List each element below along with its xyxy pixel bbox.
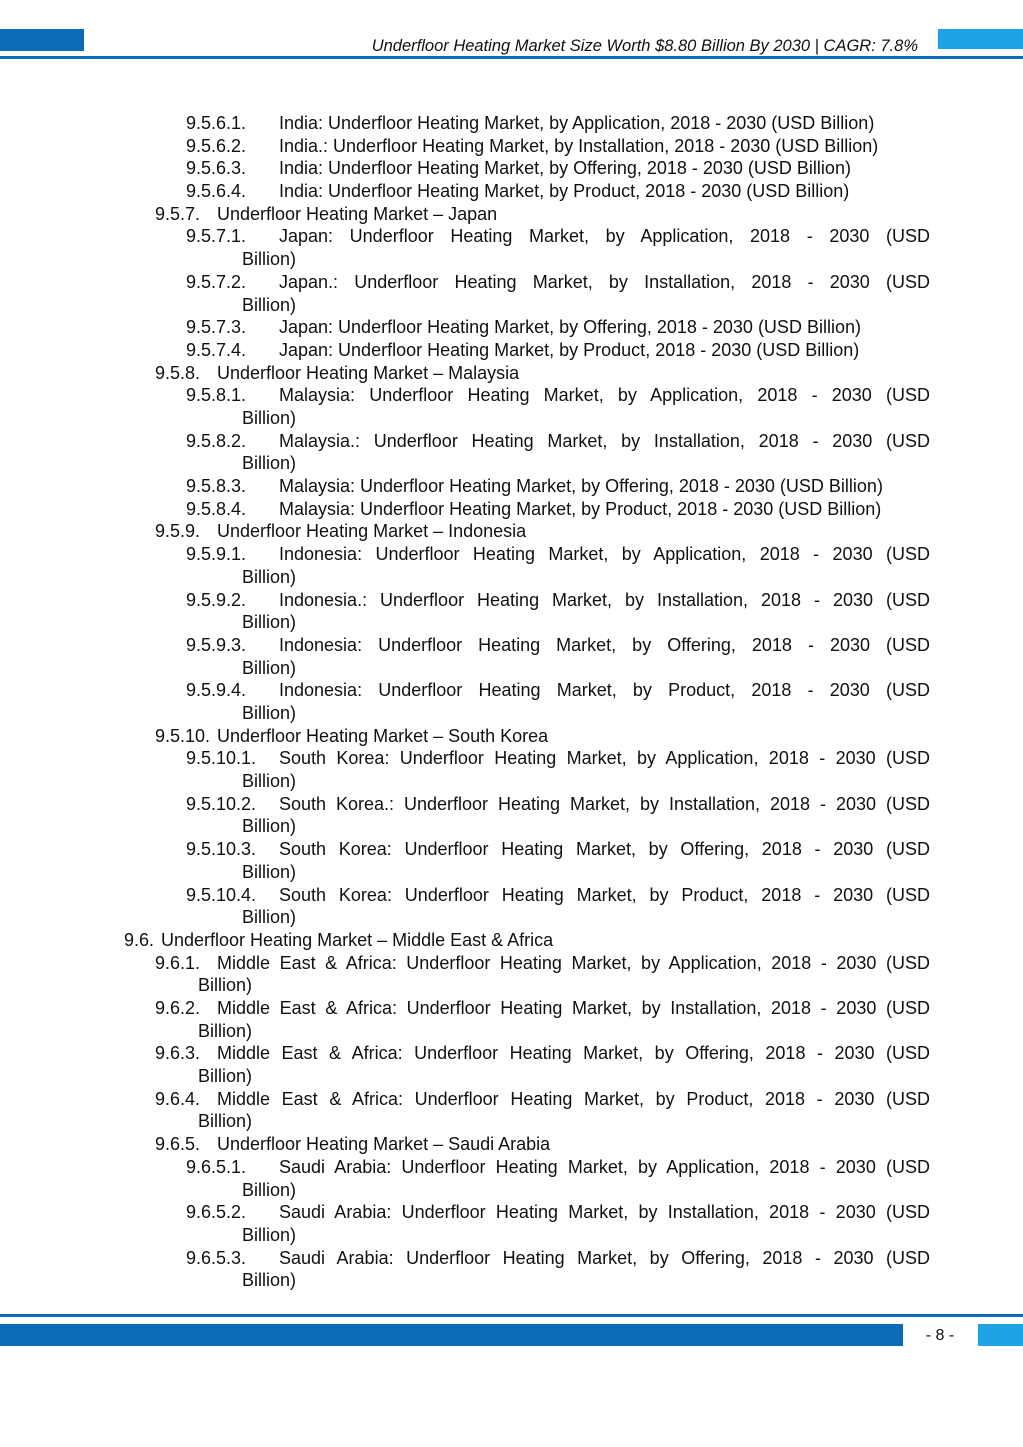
toc-entry-title: Saudi Arabia: Underfloor Heating Market, by Offering, 2018 - 2030 (USD [279, 1247, 930, 1268]
header-accent-right [938, 29, 1023, 49]
toc-entry-title: Indonesia: Underfloor Heating Market, by Offering, 2018 - 2030 (USD [279, 634, 930, 655]
toc-entry-title: Japan: Underfloor Heating Market, by Offering, 2018 - 2030 (USD Billion) [279, 317, 861, 338]
toc-entry-title-continued: Billion) [242, 816, 297, 837]
toc-entry[interactable] [0, 271, 1023, 316]
toc-entry-title-continued: Billion) [242, 407, 297, 428]
toc-entry[interactable] [0, 180, 1023, 203]
toc-entry-title: India: Underfloor Heating Market, by Offering, 2018 - 2030 (USD Billion) [279, 158, 851, 179]
toc-entry-number: 9.5.7.2. [186, 271, 247, 292]
toc-entry[interactable] [0, 1042, 1023, 1087]
toc-entry-title-continued: Billion) [198, 1020, 253, 1041]
toc-entry-title-continued: Billion) [242, 612, 297, 633]
toc-entry[interactable] [0, 1088, 1023, 1133]
toc-entry-title-continued: Billion) [198, 1111, 253, 1132]
toc-entry-title-continued: Billion) [242, 657, 297, 678]
toc-entry[interactable] [0, 498, 1023, 521]
toc-entry-title-continued: Billion) [242, 771, 297, 792]
toc-entry[interactable] [0, 725, 1023, 748]
footer-bar [0, 1324, 903, 1346]
toc-entry-number: 9.6. [124, 929, 155, 950]
toc-entry-title: Malaysia: Underfloor Heating Market, by Product, 2018 - 2030 (USD Billion) [279, 498, 882, 519]
toc-entry[interactable] [0, 543, 1023, 588]
toc-entry-number: 9.5.10. [155, 725, 211, 746]
toc-entry-title-continued: Billion) [242, 566, 297, 587]
toc-entry[interactable] [0, 339, 1023, 362]
header-accent-left [0, 29, 84, 51]
toc-entry-title: Underfloor Heating Market – Malaysia [217, 362, 520, 383]
toc-entry-title: South Korea: Underfloor Heating Market, by Product, 2018 - 2030 (USD [279, 884, 930, 905]
toc-entry-title: Japan: Underfloor Heating Market, by Application, 2018 - 2030 (USD [279, 226, 930, 247]
page-number: - 8 - [925, 1327, 955, 1344]
toc-entry-title: Malaysia.: Underfloor Heating Market, by Installation, 2018 - 2030 (USD [279, 430, 930, 451]
toc-entry-number: 9.6.4. [155, 1088, 201, 1109]
footer-divider [0, 1314, 1023, 1317]
toc-entry-number: 9.5.6.3. [186, 158, 247, 179]
toc-entry-title: Indonesia.: Underfloor Heating Market, by Installation, 2018 - 2030 (USD [279, 589, 930, 610]
toc-entry-number: 9.5.9.2. [186, 589, 247, 610]
toc-entry[interactable] [0, 112, 1023, 135]
toc-entry[interactable] [0, 589, 1023, 634]
toc-entry-number: 9.5.10.2. [186, 793, 257, 814]
toc-entry[interactable] [0, 1133, 1023, 1156]
toc-entry[interactable] [0, 225, 1023, 270]
toc-entry-title: Middle East & Africa: Underfloor Heating Market, by Offering, 2018 - 2030 (USD [217, 1043, 930, 1064]
toc-entry-title: Middle East & Africa: Underfloor Heating Market, by Application, 2018 - 2030 (USD [217, 952, 930, 973]
toc-entry-title: Underfloor Heating Market – Middle East & Africa [161, 929, 554, 950]
header-title: Underfloor Heating Market Size Worth $8.80 Billion By 2030 | CAGR: 7.8% [371, 37, 918, 55]
toc-entry-number: 9.5.6.1. [186, 113, 247, 133]
toc-entry[interactable] [0, 135, 1023, 158]
toc-entry-title-continued: Billion) [242, 1224, 297, 1245]
toc-entry[interactable] [0, 884, 1023, 929]
table-of-contents [0, 112, 1023, 1292]
toc-entry[interactable] [0, 384, 1023, 429]
toc-entry-title: Japan.: Underfloor Heating Market, by Installation, 2018 - 2030 (USD [279, 271, 930, 292]
toc-entry-number: 9.6.1. [155, 952, 201, 973]
toc-entry-number: 9.5.10.1. [186, 748, 257, 769]
toc-entry-title: Saudi Arabia: Underfloor Heating Market, by Installation, 2018 - 2030 (USD [279, 1202, 930, 1223]
toc-entry-number: 9.5.6.4. [186, 181, 247, 202]
toc-entry-title: Underfloor Heating Market – Japan [217, 203, 498, 224]
toc-entry[interactable] [0, 430, 1023, 475]
toc-entry-number: 9.5.8.4. [186, 498, 247, 519]
toc-entry-number: 9.5.8. [155, 362, 201, 383]
toc-entry[interactable] [0, 316, 1023, 339]
toc-entry-number: 9.5.8.3. [186, 476, 247, 497]
toc-entry-number: 9.5.7.3. [186, 317, 247, 338]
toc-entry[interactable] [0, 157, 1023, 180]
toc-entry-title: Underfloor Heating Market – Saudi Arabia [217, 1134, 551, 1155]
toc-entry-title-continued: Billion) [198, 975, 253, 996]
toc-entry-number: 9.6.5. [155, 1134, 201, 1155]
toc-entry-number: 9.5.7.1. [186, 226, 247, 247]
toc-entry-number: 9.5.9.3. [186, 634, 247, 655]
toc-entry-number: 9.5.8.1. [186, 385, 247, 406]
toc-entry-number: 9.6.5.3. [186, 1247, 247, 1268]
toc-entry-number: 9.5.9. [155, 521, 201, 542]
toc-entry-number: 9.5.10.4. [186, 884, 257, 905]
toc-entry-title: India: Underfloor Heating Market, by Application, 2018 - 2030 (USD Billion) [279, 113, 875, 133]
toc-entry[interactable] [0, 747, 1023, 792]
toc-entry-number: 9.6.2. [155, 998, 201, 1019]
toc-entry-title-continued: Billion) [242, 907, 297, 928]
toc-entry-title-continued: Billion) [242, 1179, 297, 1200]
toc-entry-number: 9.6.5.2. [186, 1202, 247, 1223]
toc-entry-number: 9.6.5.1. [186, 1156, 247, 1177]
toc-entry-title: South Korea: Underfloor Heating Market, by Offering, 2018 - 2030 (USD [279, 839, 930, 860]
toc-entry-title-continued: Billion) [198, 1066, 253, 1087]
toc-entry[interactable] [0, 1247, 1023, 1292]
toc-entry-title-continued: Billion) [242, 702, 297, 723]
toc-entry-number: 9.5.7.4. [186, 339, 247, 360]
toc-entry-number: 9.5.9.4. [186, 680, 247, 701]
toc-entry[interactable] [0, 475, 1023, 498]
toc-entry-title-continued: Billion) [242, 453, 297, 474]
toc-entry-title: Underfloor Heating Market – South Korea [217, 725, 549, 746]
toc-entry-number: 9.6.3. [155, 1043, 201, 1064]
toc-entry-number: 9.5.7. [155, 203, 201, 224]
toc-entry-title: Middle East & Africa: Underfloor Heating Market, by Installation, 2018 - 2030 (USD [217, 998, 930, 1019]
toc-entry-number: 9.5.9.1. [186, 544, 247, 565]
footer-accent-right [978, 1324, 1023, 1346]
toc-entry-title: Middle East & Africa: Underfloor Heating Market, by Product, 2018 - 2030 (USD [217, 1088, 930, 1109]
toc-entry-number: 9.5.8.2. [186, 430, 247, 451]
toc-entry-title: India.: Underfloor Heating Market, by Installation, 2018 - 2030 (USD Billion) [279, 135, 879, 156]
toc-entry[interactable] [0, 997, 1023, 1042]
toc-entry-title: Saudi Arabia: Underfloor Heating Market, by Application, 2018 - 2030 (USD [279, 1156, 930, 1177]
toc-entry-number: 9.5.10.3. [186, 839, 257, 860]
toc-entry-title: India: Underfloor Heating Market, by Product, 2018 - 2030 (USD Billion) [279, 181, 850, 202]
toc-entry[interactable] [0, 362, 1023, 385]
toc-entry[interactable] [0, 1201, 1023, 1246]
toc-entry-title: Indonesia: Underfloor Heating Market, by Product, 2018 - 2030 (USD [279, 680, 930, 701]
toc-entry[interactable] [0, 838, 1023, 883]
toc-entry[interactable] [0, 203, 1023, 226]
toc-entry[interactable] [0, 679, 1023, 724]
toc-entry[interactable] [0, 1156, 1023, 1201]
toc-entry-title-continued: Billion) [242, 1270, 297, 1291]
toc-entry-title: Malaysia: Underfloor Heating Market, by Offering, 2018 - 2030 (USD Billion) [279, 476, 883, 497]
toc-entry-title: South Korea.: Underfloor Heating Market, by Installation, 2018 - 2030 (USD [279, 793, 930, 814]
toc-entry[interactable] [0, 929, 1023, 952]
toc-entry[interactable] [0, 952, 1023, 997]
toc-entry-title: Indonesia: Underfloor Heating Market, by Application, 2018 - 2030 (USD [279, 544, 930, 565]
toc-entry[interactable] [0, 520, 1023, 543]
toc-entry-number: 9.5.6.2. [186, 135, 247, 156]
toc-entry-title: Malaysia: Underfloor Heating Market, by Application, 2018 - 2030 (USD [279, 385, 930, 406]
toc-entry[interactable] [0, 793, 1023, 838]
toc-entry-title: South Korea: Underfloor Heating Market, by Application, 2018 - 2030 (USD [279, 748, 930, 769]
toc-entry-title-continued: Billion) [242, 294, 297, 315]
header-divider [0, 56, 1023, 59]
toc-entry-title: Japan: Underfloor Heating Market, by Product, 2018 - 2030 (USD Billion) [279, 339, 860, 360]
toc-entry-title: Underfloor Heating Market – Indonesia [217, 521, 527, 542]
toc-entry[interactable] [0, 634, 1023, 679]
toc-entry-title-continued: Billion) [242, 861, 297, 882]
toc-entry-title-continued: Billion) [242, 249, 297, 270]
